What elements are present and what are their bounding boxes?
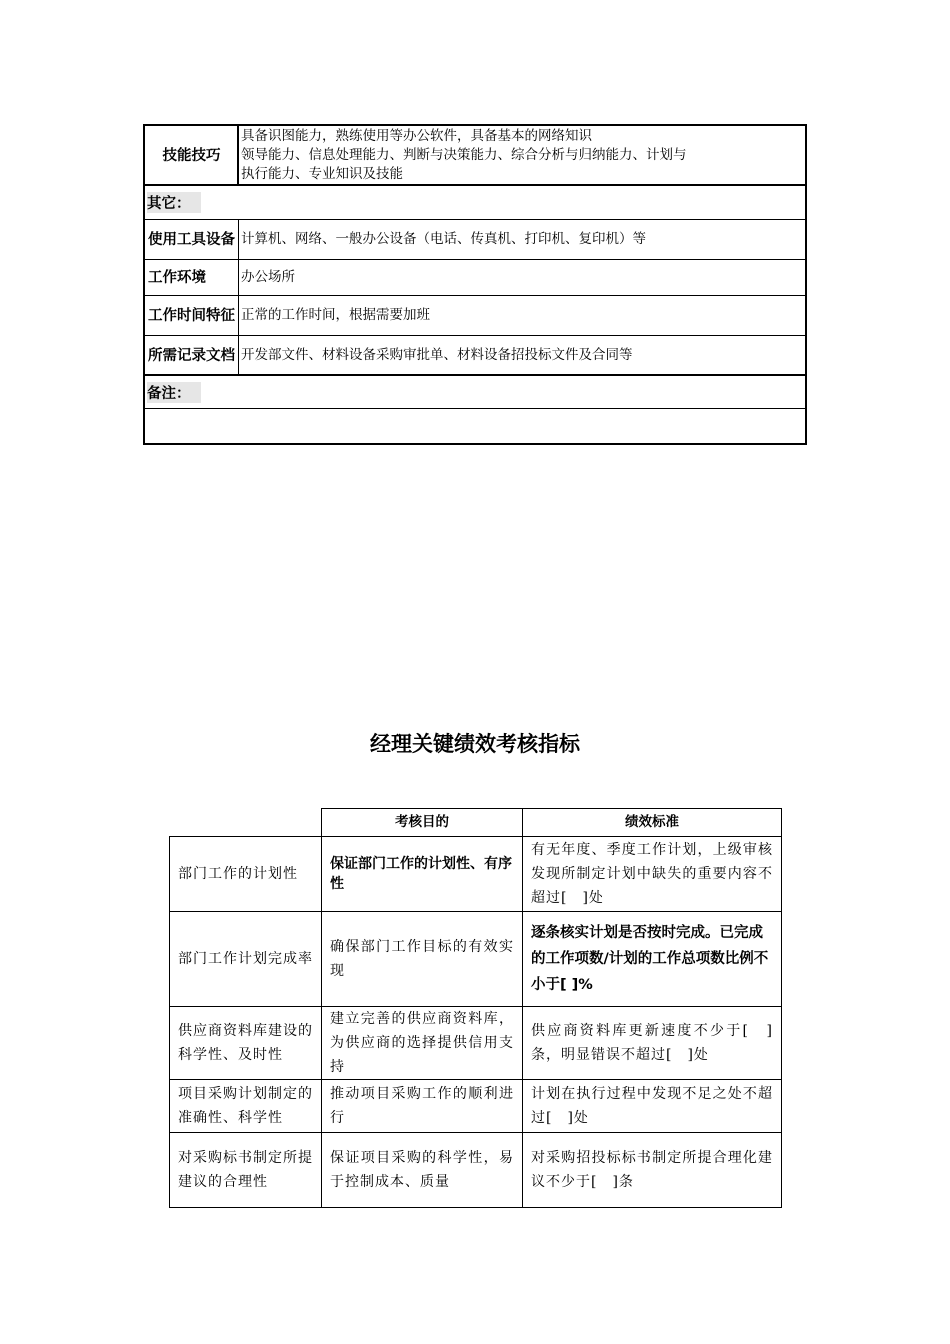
kpi-header-row xyxy=(170,809,782,837)
table-row xyxy=(170,837,782,912)
job-description-table xyxy=(143,124,807,445)
skills-row xyxy=(145,126,805,184)
documents-row xyxy=(145,335,805,374)
kpi-standard: 计划在执行过程中发现不足之处不超过[ ]处 xyxy=(523,1080,782,1133)
kpi-indicator: 供应商资料库建设的科学性、及时性 xyxy=(170,1007,322,1080)
tools-row xyxy=(145,219,805,259)
table-row xyxy=(170,1133,782,1208)
kpi-indicator: 对采购标书制定所提建议的合理性 xyxy=(170,1133,322,1208)
documents-label: 所需记录文档 xyxy=(145,336,239,374)
kpi-purpose: 确保部门工作目标的有效实现 xyxy=(322,912,523,1007)
tools-value: 计算机、网络、一般办公设备（电话、传真机、打印机、复印机）等 xyxy=(241,231,646,247)
table-row xyxy=(170,1080,782,1133)
work-time-value: 正常的工作时间，根据需要加班 xyxy=(241,307,430,323)
kpi-indicator: 项目采购计划制定的准确性、科学性 xyxy=(170,1080,322,1133)
notes-section-label: 备注： xyxy=(147,382,201,403)
kpi-indicator: 部门工作计划完成率 xyxy=(170,912,322,1007)
table-row xyxy=(170,1007,782,1080)
environment-label: 工作环境 xyxy=(145,260,239,295)
kpi-standard: 供应商资料库更新速度不少于[ ]条，明显错误不超过[ ]处 xyxy=(523,1007,782,1080)
kpi-indicator: 部门工作的计划性 xyxy=(170,837,322,912)
skills-line: 领导能力、信息处理能力、判断与决策能力、综合分析与归纳能力、计划与 xyxy=(241,147,687,163)
kpi-purpose: 建立完善的供应商资料库，为供应商的选择提供信用支持 xyxy=(322,1007,523,1080)
kpi-standard: 对采购招投标标书制定所提合理化建议不少于[ ]条 xyxy=(523,1133,782,1208)
kpi-purpose: 推动项目采购工作的顺利进行 xyxy=(322,1080,523,1133)
kpi-standard: 逐条核实计划是否按时完成。已完成的工作项数/计划的工作总项数比例不小于[ ]% xyxy=(523,912,782,1007)
skills-line: 具备识图能力，熟练使用等办公软件，具备基本的网络知识 xyxy=(241,128,592,144)
kpi-header-standard: 绩效标准 xyxy=(523,809,782,837)
kpi-purpose: 保证部门工作的计划性、有序性 xyxy=(322,837,523,912)
other-section-label: 其它： xyxy=(147,192,201,213)
kpi-table xyxy=(169,808,782,1208)
work-time-row xyxy=(145,295,805,335)
table-row xyxy=(170,912,782,1007)
skills-value xyxy=(239,126,805,184)
kpi-purpose: 保证项目采购的科学性，易于控制成本、质量 xyxy=(322,1133,523,1208)
work-time-label: 工作时间特征 xyxy=(145,296,239,335)
notes-empty-row xyxy=(145,408,805,443)
skills-label: 技能技巧 xyxy=(145,126,239,184)
environment-value: 办公场所 xyxy=(241,269,295,285)
kpi-title: 经理关键绩效考核指标 xyxy=(370,732,580,756)
notes-section-row xyxy=(145,374,805,408)
tools-label: 使用工具设备 xyxy=(145,220,239,259)
skills-line: 执行能力、专业知识及技能 xyxy=(241,166,403,182)
kpi-header-indicator xyxy=(170,809,322,837)
documents-value: 开发部文件、材料设备采购审批单、材料设备招投标文件及合同等 xyxy=(241,346,633,363)
environment-row xyxy=(145,259,805,295)
other-section-row xyxy=(145,184,805,219)
kpi-standard: 有无年度、季度工作计划，上级审核发现所制定计划中缺失的重要内容不超过[ ]处 xyxy=(523,837,782,912)
kpi-header-purpose: 考核目的 xyxy=(322,809,523,837)
